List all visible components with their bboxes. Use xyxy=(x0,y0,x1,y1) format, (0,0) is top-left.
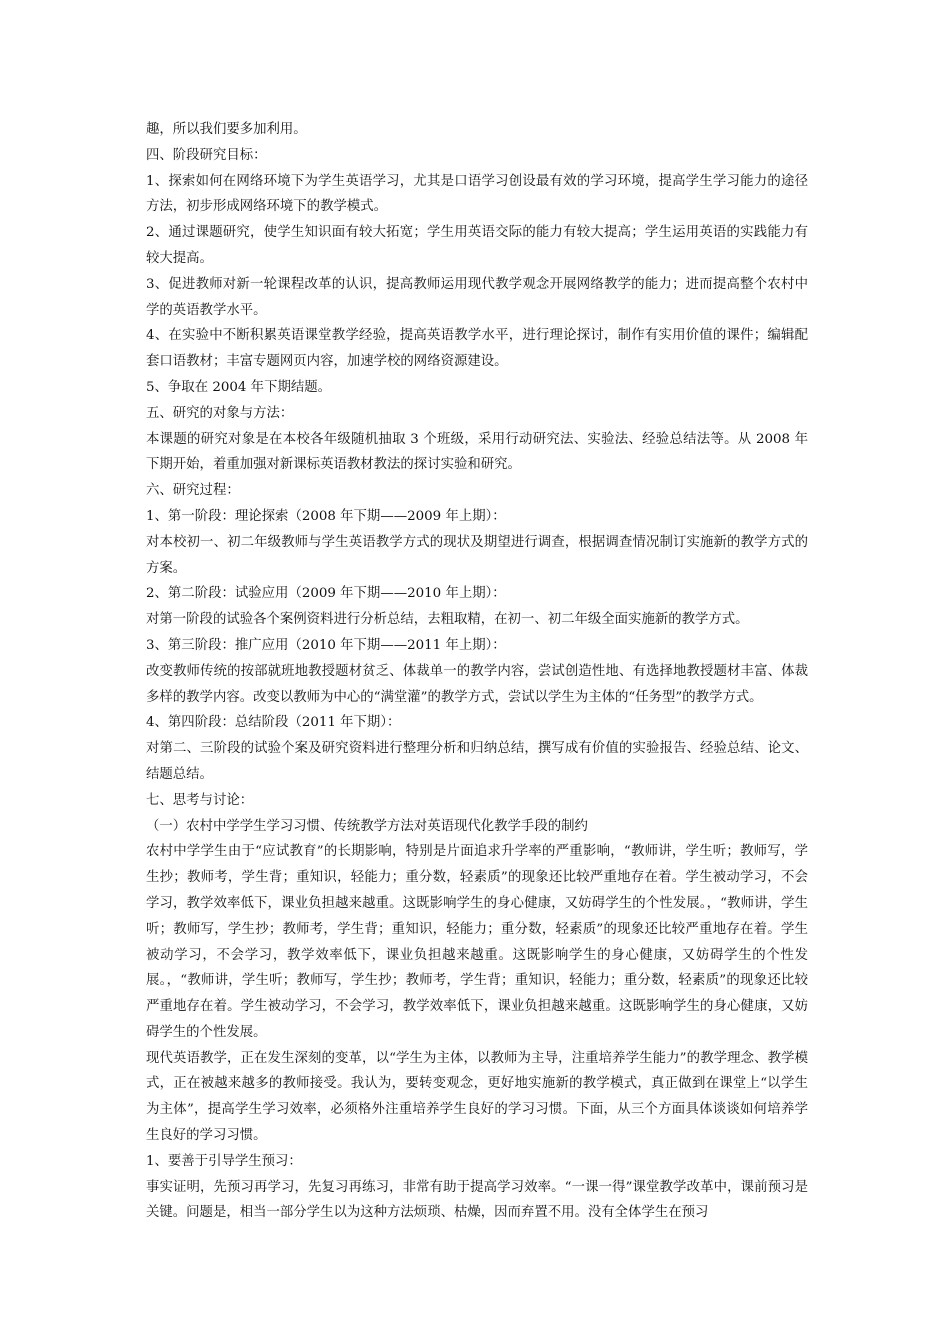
research-objects-paragraph: 本课题的研究对象是在本校各年级随机抽取 3 个班级，采用行动研究法、实验法、经验总结法等。从 2008 年下期开始，着重加强对新课标英语教材教法的探讨实验和研究。 xyxy=(146,431,808,473)
stage-1-text: 对本校初一、初二年级教师与学生英语教学方式的现状及期望进行调查，根据调查情况制订实施新的教学方式的方案。 xyxy=(146,534,808,576)
document-body xyxy=(146,117,808,1226)
discussion-paragraph-1: 农村中学学生由于“应试教育”的长期影响，特别是片面追求升学率的严重影响，“教师讲，学生听；教师写，学生抄；教师考，学生背；重知识，轻能力；重分数，轻素质”的现象还比较严重地存在着。学生被动学习，不会学习，教学效率低下，课业负担越来越重。这既影响学生的身心健康，又妨碍学生的个性发展。，“教师讲，学生听；教师写，学生抄；教师考，学生背；重知识，轻能力；重分数，轻素质”的现象还比较严重地存在着。学生被动学习，不会学习，教学效率低下，课业负担越来越重。这既影响学生的身心健康，又妨碍学生的个性发展。，“教师讲，学生听；教师写，学生抄；教师考，学生背；重知识，轻能力；重分数，轻素质”的现象还比较严重地存在着。学生被动学习，不会学习，教学效率低下，课业负担越来越重。这既影响学生的身心健康，又妨碍学生的个性发展。 xyxy=(146,844,808,1040)
section-heading-5: 五、研究的对象与方法： xyxy=(146,405,294,421)
stage-3-heading: 3、第三阶段：推广应用（2010 年下期——2011 年上期）： xyxy=(146,637,506,653)
section-heading-4: 四、阶段研究目标： xyxy=(146,147,267,163)
paragraph-continuation: 趣，所以我们要多加利用。 xyxy=(146,122,307,137)
point-1-heading: 1、要善于引导学生预习： xyxy=(146,1153,302,1169)
stage-4-text: 对第二、三阶段的试验个案及研究资料进行整理分析和归纳总结，撰写成有价值的实验报告、经验总结、论文、结题总结。 xyxy=(146,741,808,782)
section-heading-7: 七、思考与讨论： xyxy=(146,792,254,808)
stage-1-heading: 1、第一阶段：理论探索（2008 年下期——2009 年上期）： xyxy=(146,508,506,524)
stage-3-text: 改变教师传统的按部就班地教授题材贫乏、体裁单一的教学内容，尝试创造性地、有选择地教授题材丰富、体裁多样的教学内容。改变以教师为中心的“满堂灌”的教学方式，尝试以学生为主体的“任务型”的教学方式。 xyxy=(146,663,808,705)
point-1-text: 事实证明，先预习再学习，先复习再练习，非常有助于提高学习效率。“一课一得”课堂教学改革中，课前预习是关键。问题是，相当一部分学生以为这种方法烦琐、枯燥，因而弃置不用。没有全体学生在预习 xyxy=(146,1179,808,1221)
stage-2-heading: 2、第二阶段：试验应用（2009 年下期——2010 年上期）： xyxy=(146,586,506,602)
goal-item-2: 2、通过课题研究，使学生知识面有较大拓宽；学生用英语交际的能力有较大提高；学生运用英语的实践能力有较大提高。 xyxy=(146,225,808,266)
goal-item-1: 1、探索如何在网络环境下为学生英语学习，尤其是口语学习创设最有效的学习环境，提高学生学习能力的途径方法，初步形成网络环境下的教学模式。 xyxy=(146,173,808,215)
section-heading-6: 六、研究过程： xyxy=(146,483,240,499)
discussion-paragraph-2: 现代英语教学，正在发生深刻的变革，以“学生为主体，以教师为主导，注重培养学生能力”的教学理念、教学模式，正在被越来越多的教师接受。我认为，要转变观念，更好地实施新的教学模式，真正做到在课堂上“以学生为主体”，提高学生学习效率，必须格外注重培养学生良好的学习习惯。下面，从三个方面具体谈谈如何培养学生良好的学习习惯。 xyxy=(146,1050,808,1144)
subsection-heading-1: （一）农村中学学生学习习惯、传统教学方法对英语现代化教学手段的制约 xyxy=(146,818,588,834)
stage-2-text: 对第一阶段的试验各个案例资料进行分析总结，去粗取精，在初一、初二年级全面实施新的教学方式。 xyxy=(146,612,749,628)
goal-item-3: 3、促进教师对新一轮课程改革的认识，提高教师运用现代教学观念开展网络教学的能力；进而提高整个农村中学的英语教学水平。 xyxy=(146,276,808,318)
stage-4-heading: 4、第四阶段：总结阶段（2011 年下期）： xyxy=(146,715,401,731)
goal-item-5: 5、争取在 2004 年下期结题。 xyxy=(146,379,332,395)
goal-item-4: 4、在实验中不断积累英语课堂教学经验，提高英语教学水平，进行理论探讨，制作有实用价值的课件；编辑配套口语教材；丰富专题网页内容，加速学校的网络资源建设。 xyxy=(146,328,808,370)
